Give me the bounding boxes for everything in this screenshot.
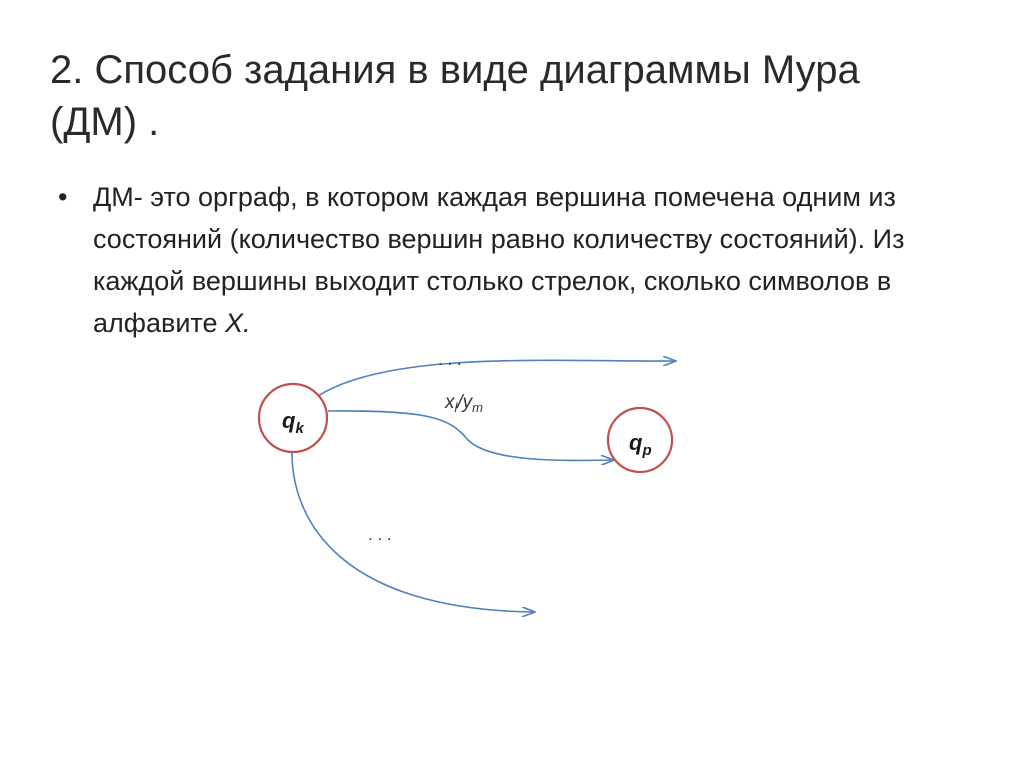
edge-qk-to-qp-label (444, 392, 483, 415)
node-qk (259, 384, 327, 452)
edge-top (318, 360, 676, 396)
node-qk-label: q (282, 408, 296, 433)
edge-label-y: y (462, 392, 473, 413)
node-qk-sub: k (295, 420, 304, 437)
edge-label-y-sub: m (472, 400, 484, 415)
edge-label-x-sub: l (454, 400, 458, 415)
edge-top-label: . . . (438, 350, 462, 369)
node-qp-sub: p (642, 442, 652, 459)
edge-label-sep: / (457, 392, 463, 413)
node-qp-label: q (629, 430, 643, 455)
edge-qk-to-qp (328, 411, 614, 460)
bullet-marker: • (58, 182, 68, 212)
edge-bottom-label: . . . (368, 525, 392, 544)
bullet-text-main: ДМ- это орграф, в котором каждая вершина помечена одним из состояний (количество вершин равно количеству состояний). Из каждой вершины выходит столько стрелок, сколько символов в алфавите (93, 182, 905, 338)
edge-bottom (292, 448, 535, 612)
slide-title-line1: 2. Способ задания в виде диаграммы Мура (50, 48, 860, 92)
node-qp (608, 408, 672, 472)
slide-title-line2: (ДМ) . (50, 100, 160, 144)
edge-label-x: x (445, 392, 455, 413)
alphabet-symbol: X. (225, 308, 251, 338)
